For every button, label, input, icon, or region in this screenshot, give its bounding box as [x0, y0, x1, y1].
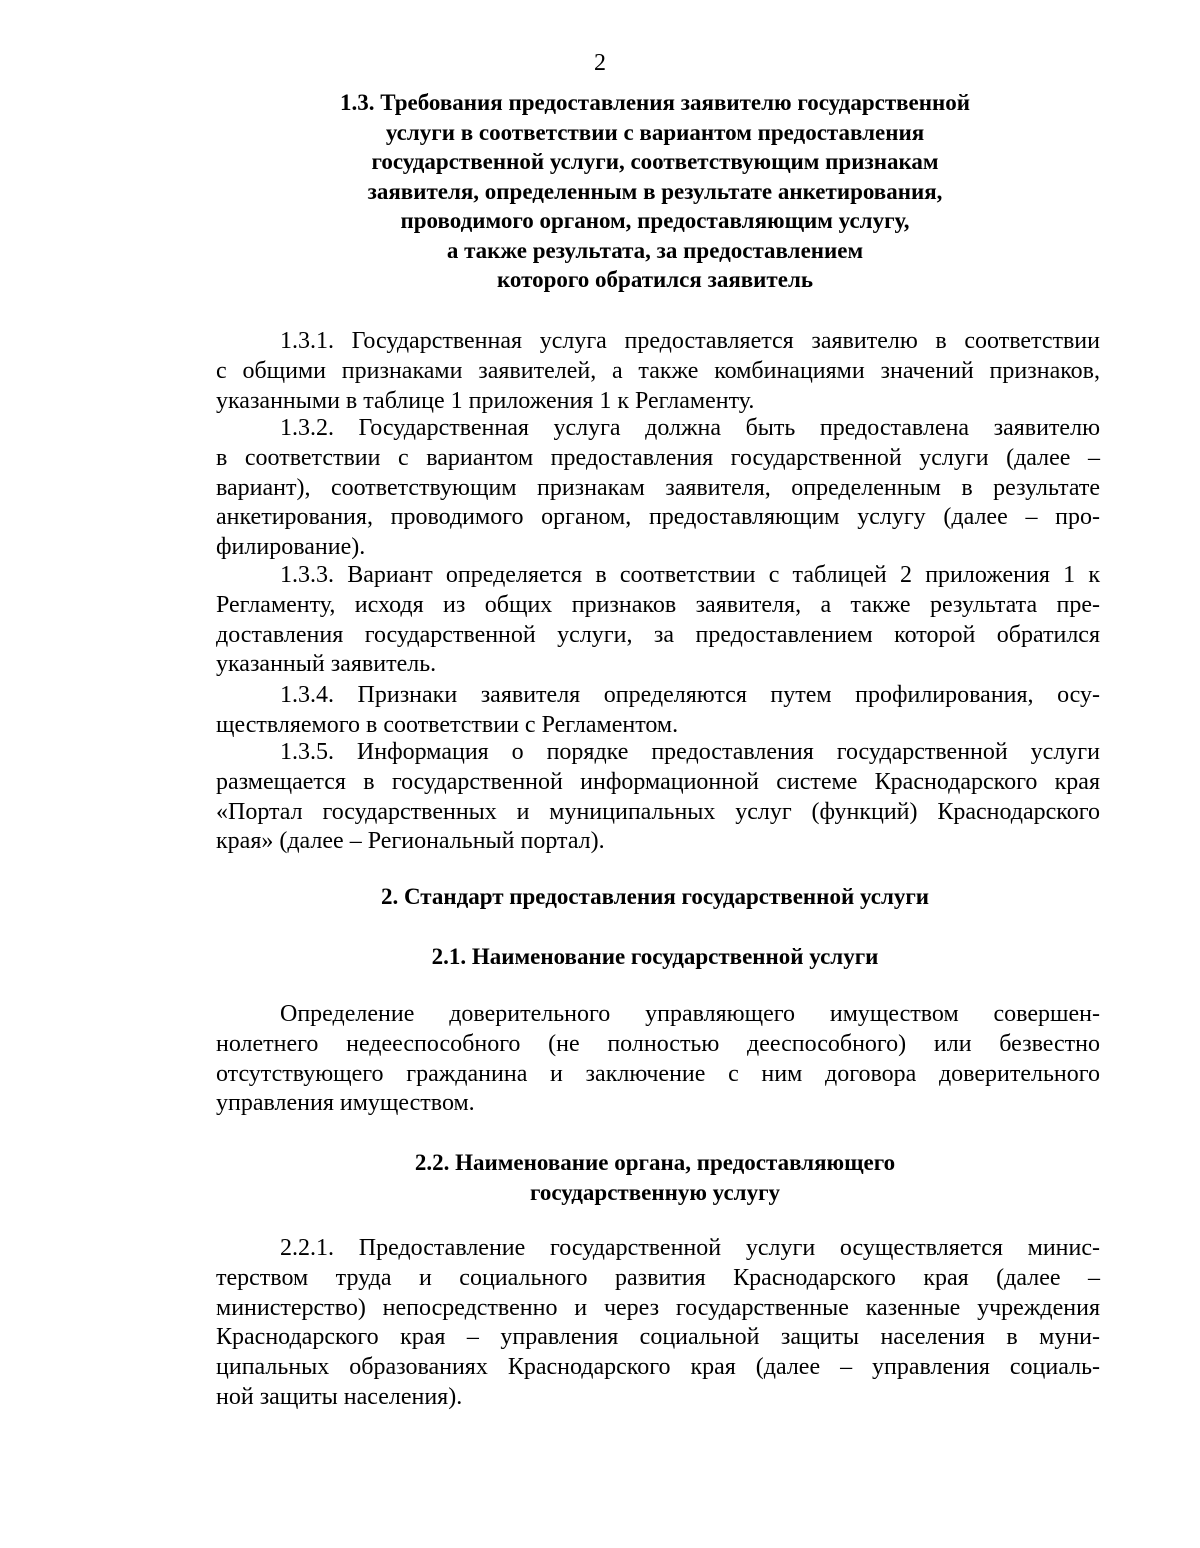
- heading-line: 2.1. Наименование государственной услуги: [431, 944, 879, 969]
- paragraph-line: филирование).: [216, 534, 366, 561]
- paragraph-line: Краснодарского края – управления социальной защиты населения в муни-: [216, 1324, 1100, 1351]
- heading-line: а также результата, за предоставлением: [446, 237, 864, 263]
- paragraph-line: управления имуществом.: [216, 1090, 475, 1117]
- paragraph-1-3-2: [216, 414, 1100, 563]
- section-1-3-heading: [160, 88, 1150, 295]
- paragraph-line: анкетирования, проводимого органом, предоставляющим услугу (далее – про-: [216, 504, 1100, 531]
- paragraph-line: в соответствии с вариантом предоставления государственной услуги (далее –: [216, 444, 1100, 471]
- paragraph-line: 1.3.4. Признаки заявителя определяются путем профилирования, осу-: [280, 682, 1100, 708]
- paragraph-2-2-1: [216, 1234, 1100, 1413]
- paragraph-line: вариант), соответствующим признакам заявителя, определенным в результате: [216, 474, 1100, 501]
- paragraph-2-1: [216, 1000, 1100, 1119]
- paragraph-line: Регламенту, исходя из общих признаков заявителя, а также результата пре-: [216, 591, 1100, 618]
- section-2-heading: [160, 882, 1150, 912]
- heading-line: заявителя, определенным в результате анкетирования,: [367, 178, 943, 204]
- paragraph-1-3-3: [216, 561, 1100, 680]
- paragraph-line: 2.2.1. Предоставление государственной услуги осуществляется минис-: [280, 1235, 1100, 1261]
- paragraph-line: с общими признаками заявителей, а также комбинациями значений признаков,: [216, 357, 1100, 384]
- page-number: 2: [594, 50, 606, 76]
- heading-line: государственную услугу: [529, 1179, 781, 1205]
- paragraph-line: указанными в таблице 1 приложения 1 к Регламенту.: [216, 387, 755, 414]
- heading-line: 1.3. Требования предоставления заявителю государственной: [340, 90, 970, 115]
- section-2-1-heading: [160, 942, 1150, 972]
- paragraph-line: Определение доверительного управляющего имуществом совершен-: [280, 1001, 1100, 1027]
- paragraph-line: ной защиты населения).: [216, 1383, 463, 1410]
- paragraph-line: указанный заявитель.: [216, 651, 437, 678]
- paragraph-1-3-1: [216, 327, 1100, 416]
- heading-line: услуги в соответствии с вариантом предоставления: [385, 119, 925, 145]
- paragraph-line: 1.3.3. Вариант определяется в соответствии с таблицей 2 приложения 1 к: [280, 562, 1100, 588]
- section-2-2-heading: [160, 1148, 1150, 1207]
- paragraph-line: 1.3.5. Информация о порядке предоставления государственной услуги: [280, 739, 1100, 765]
- heading-line: 2.2. Наименование органа, предоставляющего: [414, 1150, 896, 1175]
- heading-line: государственной услуги, соответствующим признакам: [371, 149, 939, 174]
- paragraph-line: размещается в государственной информационной системе Краснодарского края: [216, 768, 1100, 795]
- paragraph-line: ципальных образованиях Краснодарского края (далее – управления социаль-: [216, 1354, 1100, 1381]
- paragraph-line: терством труда и социального развития Краснодарского края (далее –: [216, 1264, 1100, 1291]
- paragraph-line: 1.3.2. Государственная услуга должна быть предоставлена заявителю: [280, 415, 1100, 441]
- paragraph-1-3-4: [216, 681, 1100, 741]
- paragraph-line: «Портал государственных и муниципальных услуг (функций) Краснодарского: [216, 798, 1100, 825]
- paragraph-line: 1.3.1. Государственная услуга предоставляется заявителю в соответствии: [280, 328, 1100, 354]
- paragraph-line: края» (далее – Региональный портал).: [216, 828, 605, 855]
- paragraph-line: ществляемого в соответствии с Регламентом.: [216, 711, 679, 738]
- paragraph-line: нолетнего недееспособного (не полностью дееспособного) или безвестно: [216, 1030, 1100, 1057]
- heading-line: 2. Стандарт предоставления государственной услуги: [380, 884, 930, 909]
- heading-line: которого обратился заявитель: [496, 267, 814, 292]
- paragraph-line: министерство) непосредственно и через государственные казенные учреждения: [216, 1294, 1100, 1321]
- paragraph-line: отсутствующего гражданина и заключение с ним договора доверительного: [216, 1060, 1100, 1087]
- heading-line: проводимого органом, предоставляющим услугу,: [400, 208, 910, 233]
- paragraph-1-3-5: [216, 738, 1100, 857]
- paragraph-line: доставления государственной услуги, за предоставлением которой обратился: [216, 621, 1100, 648]
